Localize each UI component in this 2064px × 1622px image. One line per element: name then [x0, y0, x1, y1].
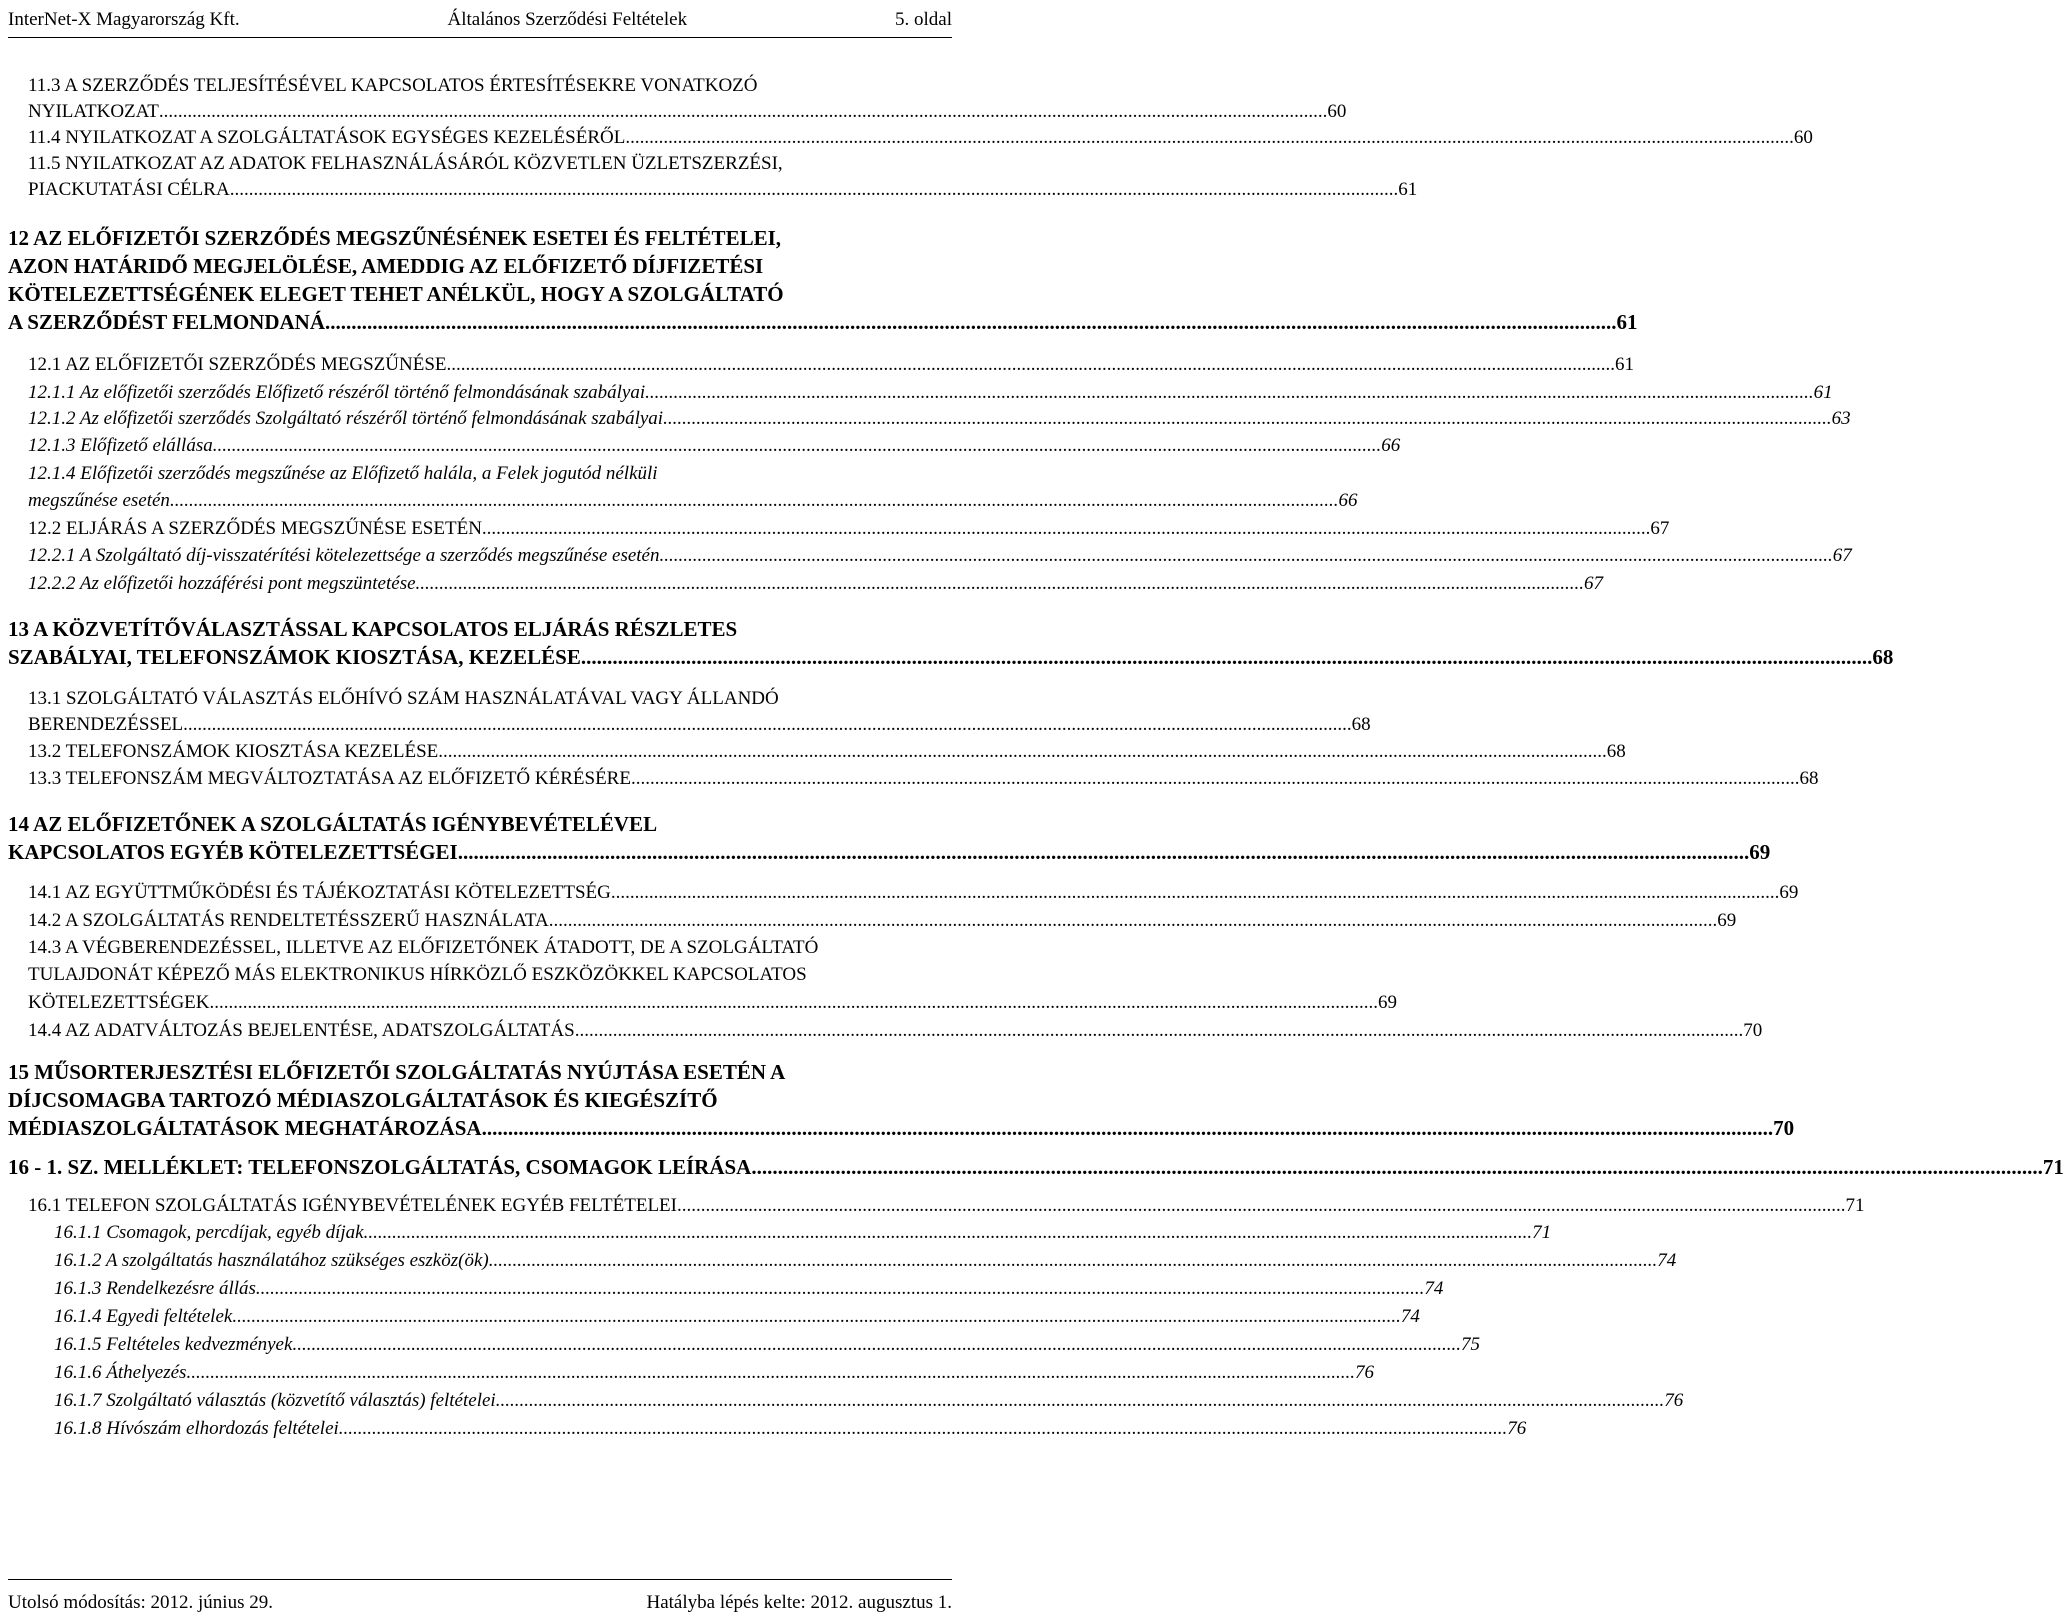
toc-page-number: 61 — [1398, 179, 1418, 200]
page-header — [8, 5, 952, 35]
toc-entry-label: 12.1 AZ ELŐFIZETŐI SZERZŐDÉS MEGSZŰNÉSE — [28, 354, 447, 375]
toc-page-number: 61 — [1813, 382, 1833, 403]
page-footer — [8, 1590, 952, 1616]
toc-page-number: 66 — [1338, 490, 1358, 511]
toc-entry-13-2[interactable] — [28, 741, 1626, 763]
toc-page-number: 69 — [1749, 840, 1771, 864]
toc-entry-label: 11.4 NYILATKOZAT A SZOLGÁLTATÁSOK EGYSÉGES KEZELÉSÉRŐL — [28, 127, 626, 148]
toc-entry-14-2[interactable] — [28, 910, 1737, 932]
toc-entry-11-3-line1: 11.3 A SZERZŐDÉS TELJESÍTÉSÉVEL KAPCSOLATOS ÉRTESÍTÉSEKRE VONATKOZÓ — [28, 75, 758, 96]
toc-entry-label: BERENDEZÉSSEL — [28, 714, 184, 735]
toc-entry-12-1-4-line1: 12.1.4 Előfizetői szerződés megszűnése az Előfizető halála, a Felek jogutód nélküli — [28, 463, 658, 484]
toc-entry-label: 14.1 AZ EGYÜTTMŰKÖDÉSI ÉS TÁJÉKOZTATÁSI KÖTELEZETTSÉG — [28, 882, 611, 903]
header-divider — [8, 37, 952, 38]
toc-entry-label: 12.1.2 Az előfizetői szerződés Szolgáltató részéről történő felmondásának szabályai — [28, 408, 664, 429]
toc-entry-label: 16.1.6 Áthelyezés — [54, 1362, 187, 1383]
toc-page-number: 67 — [1832, 545, 1852, 566]
toc-page-number: 69 — [1779, 882, 1799, 903]
toc-entry-16-1-8[interactable] — [54, 1418, 1527, 1440]
effective-date: Hatályba lépés kelte: 2012. augusztus 1. — [646, 1592, 952, 1613]
toc-entry-12-line3: KÖTELEZETTSÉGÉNEK ELEGET TEHET ANÉLKÜL, HOGY A SZOLGÁLTATÓ — [8, 282, 784, 306]
toc-entry-12-1-4[interactable] — [28, 490, 1358, 512]
toc-page-number: 75 — [1460, 1334, 1480, 1355]
toc-entry-11-5-line1: 11.5 NYILATKOZAT AZ ADATOK FELHASZNÁLÁSÁRÓL KÖZVETLEN ÜZLETSZERZÉSI, — [28, 153, 783, 174]
toc-page-number: 76 — [1664, 1390, 1684, 1411]
toc-page-number: 74 — [1400, 1306, 1420, 1327]
toc-entry-label: 12.2.2 Az előfizetői hozzáférési pont megszüntetése — [28, 573, 416, 594]
toc-entry-label: 14.4 AZ ADATVÁLTOZÁS BEJELENTÉSE, ADATSZOLGÁLTATÁS — [28, 1020, 575, 1041]
toc-entry-11-4[interactable] — [28, 127, 1813, 149]
toc-entry-label: 12.1.1 Az előfizetői szerződés Előfizető részéről történő felmondásának szabályai — [28, 382, 646, 403]
toc-entry-14-line1: 14 AZ ELŐFIZETŐNEK A SZOLGÁLTATÁS IGÉNYBEVÉTELÉVEL — [8, 812, 658, 836]
toc-entry-label: 16 - 1. SZ. MELLÉKLET: TELEFONSZOLGÁLTATÁS, CSOMAGOK LEÍRÁSA — [8, 1155, 752, 1179]
toc-page-number: 69 — [1378, 992, 1398, 1013]
toc-entry-label: 16.1.4 Egyedi feltételek — [54, 1306, 233, 1327]
toc-entry-15[interactable] — [8, 1116, 1795, 1141]
toc-page-number: 71 — [2042, 1155, 2064, 1179]
toc-page-number: 71 — [1532, 1222, 1552, 1243]
toc-entry-15-line1: 15 MŰSORTERJESZTÉSI ELŐFIZETŐI SZOLGÁLTATÁS NYÚJTÁSA ESETÉN A — [8, 1060, 786, 1084]
toc-page-number: 67 — [1584, 573, 1604, 594]
toc-entry-label: KAPCSOLATOS EGYÉB KÖTELEZETTSÉGEI — [8, 840, 458, 864]
toc-entry-label: 14.2 A SZOLGÁLTATÁS RENDELTETÉSSZERŰ HASZNÁLATA — [28, 910, 549, 931]
toc-entry-label: NYILATKOZAT — [28, 101, 159, 122]
toc-entry-12-1-3[interactable] — [28, 435, 1401, 457]
toc-page-number: 69 — [1717, 910, 1737, 931]
toc-page-number: 68 — [1606, 741, 1626, 762]
toc-entry-12-line2: AZON HATÁRIDŐ MEGJELÖLÉSE, AMEDDIG AZ ELŐFIZETŐ DÍJFIZETÉSI — [8, 254, 764, 278]
toc-entry-label: PIACKUTATÁSI CÉLRA — [28, 179, 230, 200]
toc-page-number: 61 — [1616, 310, 1638, 334]
toc-entry-16-1-7[interactable] — [54, 1390, 1684, 1412]
toc-entry-label: 12.2.1 A Szolgáltató díj-visszatérítési kötelezettsége a szerződés megszűnése esetén. — [28, 545, 665, 566]
toc-entry-label: 16.1.5 Feltételes kedvezmények — [54, 1334, 293, 1355]
toc-entry-16-1-2[interactable] — [54, 1250, 1677, 1272]
toc-entry-14[interactable] — [8, 840, 1771, 865]
toc-page-number: 74 — [1424, 1278, 1444, 1299]
toc-entry-13[interactable] — [8, 645, 1894, 670]
toc-entry-label: 12.1.3 Előfizető elállása — [28, 435, 213, 456]
toc-entry-13-3[interactable] — [28, 768, 1819, 790]
toc-entry-12-1-1[interactable] — [28, 382, 1833, 404]
toc-page-number: 70 — [1773, 1116, 1795, 1140]
toc-entry-label: 16.1.7 Szolgáltató választás (közvetítő választás) feltételei — [54, 1390, 496, 1411]
toc-entry-label: 16.1.3 Rendelkezésre állás — [54, 1278, 256, 1299]
toc-page-number: 67 — [1650, 518, 1670, 539]
toc-page-number: 66 — [1381, 435, 1401, 456]
toc-entry-16[interactable] — [8, 1155, 2064, 1180]
toc-entry-label: megszűnése esetén — [28, 490, 170, 511]
toc-entry-label: 16.1.2 A szolgáltatás használatához szükséges eszköz(ök) — [54, 1250, 489, 1271]
toc-entry-label: 16.1.8 Hívószám elhordozás feltételei — [54, 1418, 339, 1439]
toc-page-number: 76 — [1507, 1418, 1527, 1439]
toc-entry-12-1-2[interactable] — [28, 408, 1851, 430]
toc-entry-label: 16.1.1 Csomagok, percdíjak, egyéb díjak — [54, 1222, 364, 1243]
toc-page-number: 60 — [1327, 101, 1347, 122]
toc-entry-16-1-4[interactable] — [54, 1306, 1420, 1328]
toc-entry-13-1[interactable] — [28, 714, 1371, 736]
last-modified: Utolsó módosítás: 2012. június 29. — [8, 1592, 273, 1613]
toc-entry-label: MÉDIASZOLGÁLTATÁSOK MEGHATÁROZÁSA — [8, 1116, 482, 1140]
toc-entry-14-4[interactable] — [28, 1020, 1763, 1042]
toc-entry-label: A SZERZŐDÉST FELMONDANÁ — [8, 310, 326, 334]
page-number: 5. oldal — [895, 9, 952, 30]
toc-entry-11-5[interactable] — [28, 179, 1418, 201]
toc-entry-16-1-3[interactable] — [54, 1278, 1444, 1300]
toc-entry-14-3[interactable] — [28, 992, 1398, 1014]
toc-page-number: 68 — [1872, 645, 1894, 669]
toc-entry-label: 13.3 TELEFONSZÁM MEGVÁLTOZTATÁSA AZ ELŐFIZETŐ KÉRÉSÉRE — [28, 768, 631, 789]
toc-page-number: 71 — [1845, 1195, 1865, 1216]
toc-entry-12-2-1[interactable] — [28, 545, 1852, 567]
toc-page-number: 68 — [1799, 768, 1819, 789]
toc-page-number: 70 — [1743, 1020, 1763, 1041]
toc-page-number: 74 — [1657, 1250, 1677, 1271]
toc-entry-label: 16.1 TELEFON SZOLGÁLTATÁS IGÉNYBEVÉTELÉNEK EGYÉB FELTÉTELEI — [28, 1195, 677, 1216]
toc-entry-14-3-line1: 14.3 A VÉGBERENDEZÉSSEL, ILLETVE AZ ELŐFIZETŐNEK ÁTADOTT, DE A SZOLGÁLTATÓ — [28, 937, 819, 958]
toc-entry-14-1[interactable] — [28, 882, 1799, 904]
company-name: InterNet-X Magyarország Kft. — [8, 9, 240, 30]
toc-page-number: 63 — [1831, 408, 1851, 429]
toc-entry-12-2[interactable] — [28, 518, 1670, 540]
document-title: Általános Szerződési Feltételek — [447, 9, 688, 30]
toc-entry-16-1[interactable] — [28, 1195, 1865, 1217]
toc-entry-16-1-5[interactable] — [54, 1334, 1480, 1356]
toc-page-number: 60 — [1793, 127, 1813, 148]
toc-entry-label: 12.2 ELJÁRÁS A SZERZŐDÉS MEGSZŰNÉSE ESETÉN — [28, 518, 482, 539]
toc-entry-12[interactable] — [8, 310, 1638, 335]
toc-entry-12-1[interactable] — [28, 354, 1635, 376]
toc-entry-label: SZABÁLYAI, TELEFONSZÁMOK KIOSZTÁSA, KEZELÉSE — [8, 645, 581, 669]
toc-entry-13-1-line1: 13.1 SZOLGÁLTATÓ VÁLASZTÁS ELŐHÍVÓ SZÁM HASZNÁLATÁVAL VAGY ÁLLANDÓ — [28, 688, 779, 709]
toc-page-number: 68 — [1351, 714, 1371, 735]
toc-entry-13-line1: 13 A KÖZVETÍTŐVÁLASZTÁSSAL KAPCSOLATOS ELJÁRÁS RÉSZLETES — [8, 617, 738, 641]
toc-entry-label: 13.2 TELEFONSZÁMOK KIOSZTÁSA KEZELÉSE — [28, 741, 439, 762]
toc-entry-16-1-1[interactable] — [54, 1222, 1552, 1244]
toc-entry-12-line1: 12 AZ ELŐFIZETŐI SZERZŐDÉS MEGSZŰNÉSÉNEK ESETEI ÉS FELTÉTELEI, — [8, 226, 782, 250]
footer-divider — [8, 1579, 952, 1580]
toc-page-number: 61 — [1615, 354, 1635, 375]
toc-entry-16-1-6[interactable] — [54, 1362, 1374, 1384]
toc-entry-label: KÖTELEZETTSÉGEK — [28, 992, 210, 1013]
toc-page-number: 76 — [1354, 1362, 1374, 1383]
toc-entry-12-2-2[interactable] — [28, 573, 1604, 595]
toc-entry-11-3[interactable] — [28, 101, 1347, 123]
toc-entry-14-3-line2: TULAJDONÁT KÉPEZŐ MÁS ELEKTRONIKUS HÍRKÖZLŐ ESZKÖZÖKKEL KAPCSOLATOS — [28, 964, 807, 985]
toc-entry-15-line2: DÍJCSOMAGBA TARTOZÓ MÉDIASZOLGÁLTATÁSOK ÉS KIEGÉSZÍTŐ — [8, 1088, 718, 1112]
